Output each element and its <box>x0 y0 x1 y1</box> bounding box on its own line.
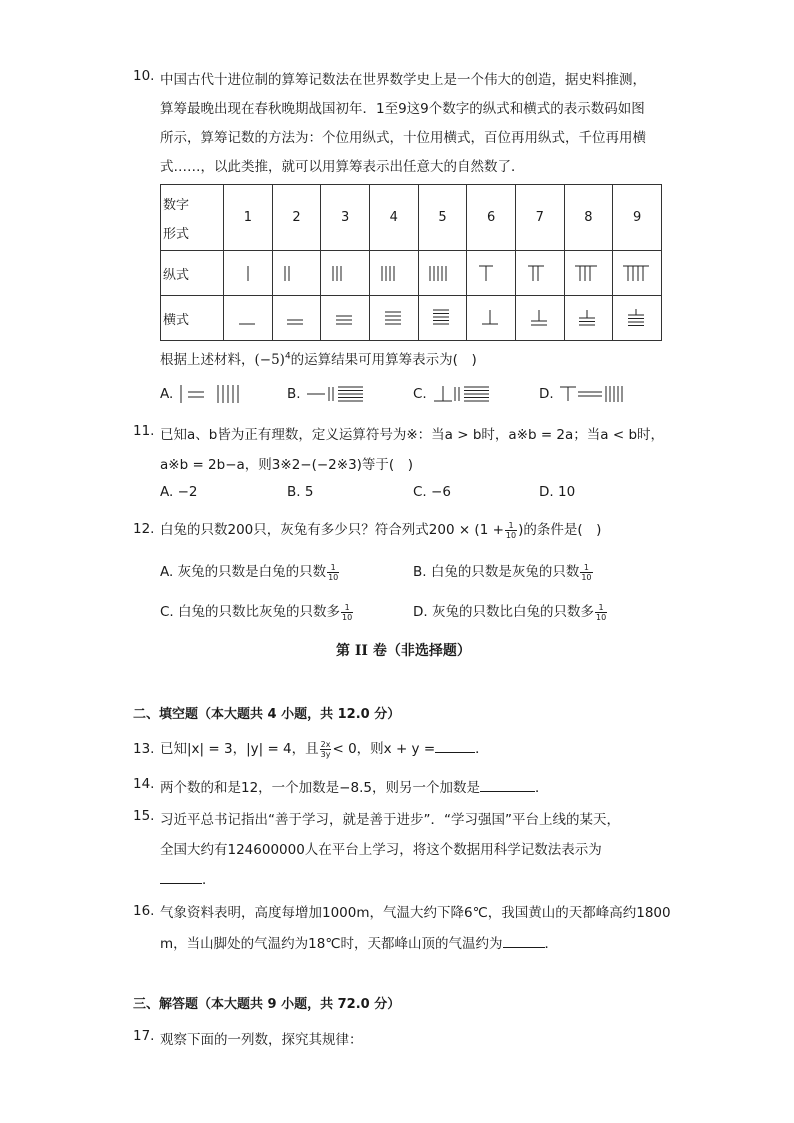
rod-horizontal-9 <box>613 296 662 341</box>
part2-title: 第 II 卷（非选择题） <box>336 643 471 659</box>
rod-horizontal-2 <box>272 296 321 341</box>
digit-3: 3 <box>321 185 370 251</box>
q16-number: 16. <box>133 903 155 919</box>
row-label-horizontal: 横式 <box>161 296 224 341</box>
q12-stem: 白兔的只数200只，灰兔有多少只？符合列式200 × (1 + $\frac{1}{10}$ )的条件是( ) <box>160 520 602 540</box>
counting-rod-table <box>160 184 662 341</box>
option-a-rods-icon <box>178 383 248 405</box>
q15-line3: ． <box>160 868 216 888</box>
q10-stem: 根据上述材料，$(-5)^4$的运算结果可用算筹表示为( ) <box>160 351 477 368</box>
q16-line2: m，当山脚处的气温约为18℃时，天都峰山顶的气温约为 ． <box>160 936 558 952</box>
rod-vertical-9 <box>613 251 662 296</box>
q16-answer-blank[interactable] <box>503 935 545 948</box>
q15-line1: 习近平总书记指出“善于学习，就是善于进步”．“学习强国”平台上线的某天， <box>160 812 620 828</box>
q10-number: 10. <box>133 68 155 84</box>
q10-option-b[interactable]: B. <box>287 383 375 405</box>
q10-line1: 中国古代十进位制的算筹记数法在世界数学史上是一个伟大的创造，据史料推测， <box>160 72 646 88</box>
q13-answer-blank[interactable] <box>435 740 475 753</box>
digit-5: 5 <box>418 185 467 251</box>
option-b-rods-icon <box>305 383 375 405</box>
q16-line1: 气象资料表明，高度每增加1000m，气温大约下降6℃，我国黄山的天都峰高约1800 <box>160 905 671 921</box>
rod-horizontal-4 <box>369 296 418 341</box>
q15-number: 15. <box>133 808 155 824</box>
digit-9: 9 <box>613 185 662 251</box>
digit-2: 2 <box>272 185 321 251</box>
q10-option-d[interactable]: D. <box>539 383 638 405</box>
q11-number: 11. <box>133 423 155 439</box>
q17-number: 17. <box>133 1028 155 1044</box>
q12-number: 12. <box>133 521 155 537</box>
rod-horizontal-7 <box>515 296 564 341</box>
q12-option-d[interactable]: D. 灰兔的只数比白兔的只数多 $\frac{1}{10}$ <box>413 602 607 622</box>
rod-vertical-2 <box>272 251 321 296</box>
q17-text: 观察下面的一列数，探究其规律： <box>160 1032 363 1048</box>
q12-option-c[interactable]: C. 白兔的只数比灰兔的只数多 $\frac{1}{10}$ <box>160 602 353 622</box>
option-d-rods-icon <box>558 383 638 405</box>
q10-option-a[interactable]: A. <box>160 383 248 405</box>
rod-vertical-4 <box>369 251 418 296</box>
q13-number: 13. <box>133 741 155 757</box>
rod-vertical-6 <box>467 251 516 296</box>
rod-horizontal-3 <box>321 296 370 341</box>
q13-text: 已知|x| = 3，|y| = 4，且 $\frac{2x}{3y}$ < 0，则x + y = ． <box>160 739 489 759</box>
q11-line2: a※b = 2b−a，则3※2−(−2※3)等于( ) <box>160 457 413 473</box>
q12-option-b[interactable]: B. 白兔的只数是灰兔的只数 $\frac{1}{10}$ <box>413 562 592 582</box>
q14-number: 14. <box>133 776 155 792</box>
rod-vertical-5 <box>418 251 467 296</box>
q11-option-a[interactable]: A. −2 <box>160 484 198 500</box>
rod-vertical-3 <box>321 251 370 296</box>
rod-horizontal-5 <box>418 296 467 341</box>
rod-vertical-8 <box>564 251 613 296</box>
rod-horizontal-1 <box>224 296 273 341</box>
row-label-vertical: 纵式 <box>161 251 224 296</box>
q10-line2: 算筹最晚出现在春秋晚期战国初年．1至9这9个数字的纵式和横式的表示数码如图 <box>160 101 645 117</box>
digit-4: 4 <box>369 185 418 251</box>
rod-vertical-7 <box>515 251 564 296</box>
q10-option-c[interactable]: C. <box>413 383 501 405</box>
q14-text: 两个数的和是12，一个加数是−8.5，则另一个加数是 ． <box>160 780 549 796</box>
rod-vertical-1 <box>224 251 273 296</box>
q12-option-a[interactable]: A. 灰兔的只数是白兔的只数 $\frac{1}{10}$ <box>160 562 339 582</box>
q11-option-b[interactable]: B. 5 <box>287 484 314 500</box>
header-bottom: 形式 <box>163 226 190 242</box>
q10-line3: 所示，算筹记数的方法为：个位用纵式，十位用横式，百位再用纵式，千位再用横 <box>160 130 646 146</box>
q14-answer-blank[interactable] <box>480 779 535 792</box>
digit-7: 7 <box>515 185 564 251</box>
digit-6: 6 <box>467 185 516 251</box>
digit-1: 1 <box>224 185 273 251</box>
q15-line2: 全国大约有124600000人在平台上学习，将这个数据用科学记数法表示为 <box>160 842 602 858</box>
rod-horizontal-8 <box>564 296 613 341</box>
section3-heading: 三、解答题（本大题共 9 小题，共 72.0 分） <box>133 997 401 1012</box>
q15-answer-blank[interactable] <box>160 871 202 884</box>
digit-8: 8 <box>564 185 613 251</box>
q11-option-d[interactable]: D. 10 <box>539 484 576 500</box>
section2-heading: 二、填空题（本大题共 4 小题，共 12.0 分） <box>133 707 401 722</box>
header-top: 数字 <box>163 197 190 213</box>
q11-option-c[interactable]: C. −6 <box>413 484 451 500</box>
option-c-rods-icon <box>431 383 501 405</box>
q10-line4: 式……，以此类推，就可以用算筹表示出任意大的自然数了． <box>160 159 525 175</box>
rod-horizontal-6 <box>467 296 516 341</box>
table-header-cell <box>161 185 224 251</box>
q11-line1: 已知a、b皆为正有理数，定义运算符号为※：当a > b时，a※b = 2a；当a < b时， <box>160 427 665 443</box>
